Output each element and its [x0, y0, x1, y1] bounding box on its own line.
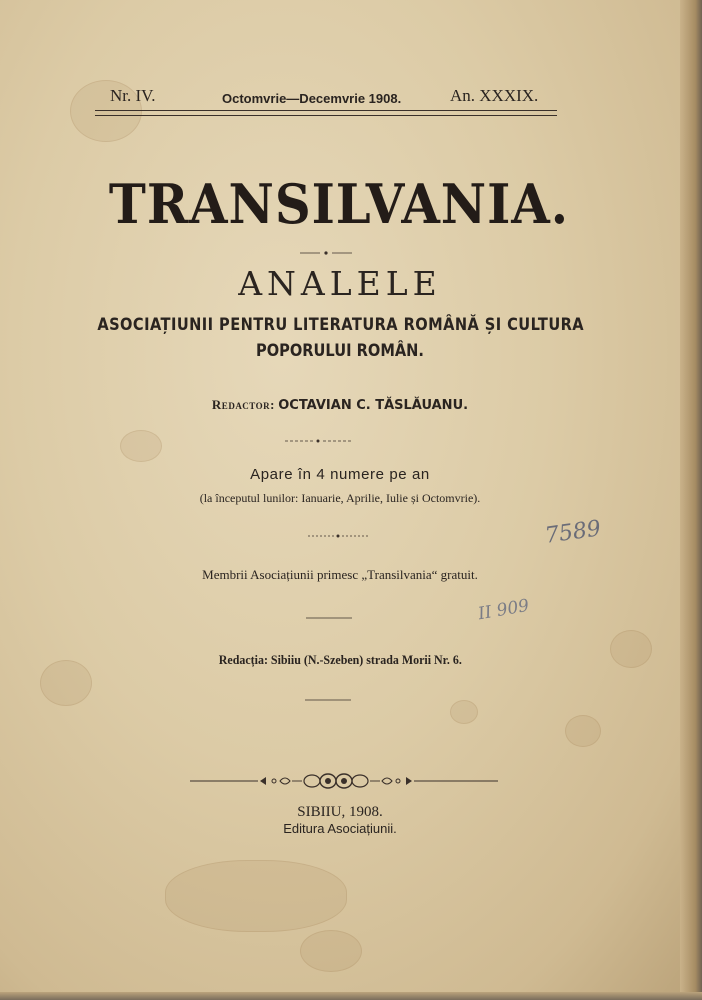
separator-ornament: [285, 438, 351, 444]
publication-months: (la începutul lunilor: Ianuarie, Aprilie, Iulie și Octomvrie).: [199, 491, 481, 505]
page-edge-bottom: [0, 992, 702, 1000]
handwritten-catalog-number: 7589: [543, 516, 603, 549]
paper-stain: [450, 700, 478, 724]
members-note: Membrii Asociațiunii primesc „Transilvania“ gratuit.: [202, 567, 478, 582]
paper-stain: [120, 430, 162, 462]
editor-label: Redactor:: [211, 397, 275, 412]
editor-line: [0, 397, 680, 413]
publication-frequency: Apare în 4 numere pe an: [250, 466, 430, 483]
separator-ornament: [308, 533, 368, 539]
short-rule: [305, 697, 351, 703]
issue-number: Nr. IV.: [110, 86, 156, 105]
handwritten-shelf-mark: II 909: [476, 595, 531, 625]
header-double-rule: [95, 110, 557, 116]
subtitle-people: POPORULUI ROMÂN.: [256, 341, 424, 361]
imprint-place-year: SIBIIU, 1908.: [297, 804, 383, 820]
editorial-address: Redacția: Sibiiu (N.-Szeben) strada Morii Nr. 6.: [218, 652, 462, 667]
volume-year: An. XXXIX.: [450, 86, 539, 105]
paper-stain: [165, 860, 347, 932]
short-rule: [306, 615, 352, 621]
small-ornament: [300, 250, 352, 256]
page-edge-right: [680, 0, 702, 1000]
magazine-title: TRANSILVANIA.: [108, 172, 569, 236]
imprint-publisher: Editura Asociațiunii.: [283, 821, 397, 836]
decorative-flourish: [190, 771, 498, 791]
editor-name: OCTAVIAN C. TĂSLĂUANU.: [278, 398, 469, 413]
paper-stain: [565, 715, 601, 747]
issue-date-range: Octomvrie—Decemvrie 1908.: [222, 91, 402, 106]
paper-stain: [300, 930, 362, 972]
subtitle-analele: ANALELE: [238, 264, 442, 303]
subtitle-association: ASOCIAȚIUNII PENTRU LITERATURA ROMÂNĂ ȘI CULTURA: [97, 315, 585, 335]
